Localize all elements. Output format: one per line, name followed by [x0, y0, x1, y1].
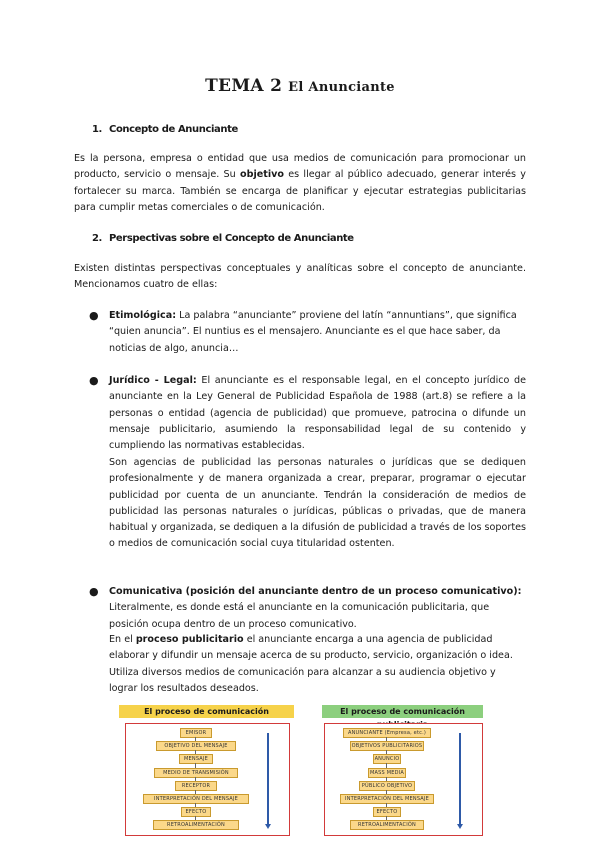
section-1-bold: objetivo: [240, 169, 284, 181]
diagram-step: ANUNCIANTE (Empresa, etc.): [343, 728, 431, 738]
bullet-comunicativa-paragraph-2: [109, 632, 526, 697]
bullet-juridico: [109, 373, 526, 454]
diagram-step: PÚBLICO OBJETIVO: [359, 781, 415, 791]
bullet-dot: ●: [89, 374, 99, 387]
bullet-comunicativa: [109, 584, 526, 633]
diagram-step: RECEPTOR: [175, 781, 217, 791]
page-title-tema: TEMA 2: [205, 76, 283, 96]
diagram-frame: [125, 723, 290, 836]
comunicativa-p2-b: el anunciante encarga a una agencia de publicidad elaborar y difundir un mensaje acerca de su producto, servicio, organización o idea. Utiliza diversos medios de comunicación para alcanzar a su audiencia objetivo y lograr los resultados deseados.: [109, 634, 513, 694]
page-title-subtitle: El Anunciante: [288, 80, 395, 95]
diagram-step: OBJETIVO DEL MENSAJE: [156, 741, 236, 751]
arrow-down-icon: [265, 824, 271, 829]
section-1-text-b: es llegar al público adecuado, generar interés y fortalecer su marca. También se encarga de planificar y ejecutar estrategias publicitarias para cumplir metas comerciales o de comunicación.: [74, 169, 526, 213]
diagram-flow-arrow: [459, 733, 461, 825]
bullet-dot: ●: [89, 309, 99, 322]
diagram-step: MENSAJE: [179, 754, 213, 764]
section-1-heading-text: Concepto de Anunciante: [109, 124, 238, 135]
bullet-dot: ●: [89, 585, 99, 598]
section-2-number: 2.: [92, 233, 102, 244]
section-2-intro: Existen distintas perspectivas conceptuales y analíticas sobre el concepto de anunciante. Mencionamos cuatro de ellas:: [74, 263, 526, 291]
bullet-etimologica: [109, 308, 526, 357]
bullet-etimologica-label: Etimológica:: [109, 310, 177, 321]
diagram-flow-arrow: [267, 733, 269, 825]
bullet-comunicativa-label: Comunicativa (posición del anunciante dentro de un proceso comunicativo):: [109, 586, 522, 597]
section-1-number: 1.: [92, 124, 102, 135]
diagram-step: MEDIO DE TRANSMISIÓN: [154, 768, 238, 778]
diagram-advertising-process: [320, 705, 485, 835]
section-1-paragraph: [74, 151, 526, 216]
bullet-etimologica-text: La palabra “anunciante” proviene del latín “annuntians”, que significa “quien anuncia”. El nuntius es el mensajero. Anunciante es el que hace saber, da noticias de algo, anuncia…: [109, 310, 517, 354]
diagram-step: RETROALIMENTACIÓN: [153, 820, 239, 830]
diagram-step: OBJETIVOS PUBLICITARIOS: [351, 743, 423, 750]
diagram-title: El proceso de comunicación: [119, 705, 294, 718]
bullet-juridico-label: Jurídico - Legal:: [109, 375, 197, 386]
section-2-heading: [92, 233, 354, 244]
diagram-step: EMISOR: [180, 728, 212, 738]
diagram-step: INTERPRETACIÓN DEL MENSAJE: [340, 794, 434, 804]
comunicativa-p2-bold: proceso publicitario: [135, 634, 244, 645]
diagram-step: RETROALIMENTACIÓN: [350, 820, 424, 830]
diagram-step: INTERPRETACIÓN DEL MENSAJE: [143, 794, 249, 804]
diagram-step: ANUNCIO: [374, 756, 400, 763]
diagram-title: El proceso de comunicación: [322, 705, 483, 718]
diagram-step: EFECTO: [181, 807, 211, 817]
section-1-heading: [92, 124, 238, 135]
comunicativa-p2-a: En el: [109, 634, 136, 645]
bullet-comunicativa-text: Literalmente, es donde está el anunciante en la comunicación publicitaria, que posición ocupa dentro de un proceso comunicativo.: [109, 602, 490, 630]
diagram-communication-process: [119, 705, 294, 835]
section-2-heading-text: Perspectivas sobre el Concepto de Anunciante: [109, 233, 354, 244]
diagram-step: EFECTO: [373, 807, 401, 817]
arrow-down-icon: [457, 824, 463, 829]
section-1-text-a: Es la persona, empresa o entidad que usa medios de comunicación para promocionar un producto, servicio o mensaje. Su: [74, 153, 526, 181]
diagram-step: MASS MEDIA: [368, 768, 406, 778]
bullet-juridico-paragraph-2: Son agencias de publicidad las personas naturales o jurídicas que se dediquen profesionalmente y de manera organizada a crear, preparar, programar o ejecutar publicidad por cuenta de un anunciante. Tendrán la consideración de medios de publicidad las personas naturales o jurídicas, públicas o privadas, que de manera habitual y organizada, se dediquen a la difusión de publicidad a través de los soportes o medios de comunicación social cuya titularidad ostenten.: [109, 457, 526, 550]
page-title: [0, 76, 600, 96]
bullet-juridico-text: El anunciante es el responsable legal, en el concepto jurídico de anunciante en la Ley General de Publicidad Española de 1988 (art.8) se refiere a la personas o entidad (agencia de publicidad) que promueve, patrocina o difunde un mensaje publicitario, asumiendo la responsabilidad legal de su contenido y cumpliendo las normativas establecidas.: [109, 375, 526, 452]
